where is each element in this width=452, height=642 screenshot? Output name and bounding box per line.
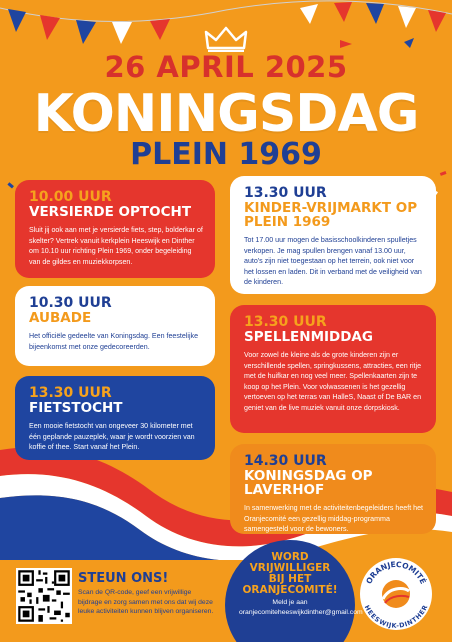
page-title: KONINGSDAG — [33, 84, 419, 144]
event-name: KINDER-VRIJMARKT OP PLEIN 1969 — [244, 200, 418, 230]
event-description: In samenwerking met de activiteitenbegeleiders heeft het Oranjecomité een gezellig middag-programma samengesteld voor de bewoners. — [244, 504, 424, 534]
event-description: Sluit jij ook aan met je versierde fiets, step, bolderkar of skelter? Vertrek vanuit kerkplein Heeswijk en Dinther om 10.10 uur richting Plein 1969, onder begeleiding van de gildes en muziekkorpsen. — [29, 226, 203, 266]
event-name: SPELLENMIDDAG — [244, 329, 373, 345]
event-time: 13.30 UUR — [244, 314, 327, 330]
venue-subtitle: PLEIN 1969 — [130, 137, 322, 172]
event-description: Voor zowel de kleine als de grote kinderen zijn er verschillende spellen, springkussens, attracties, een ritje met de huifkar en nog veel meer. Spellenkaarten zijn te koop op het Plein. Voor volwassenen is het gezellig vertoeven op het terras van HalleS, Naast of De BAR en geniet van de live muziek vanuit onze dorpskiosk. — [244, 351, 422, 412]
volunteer-text[interactable]: Meld je aan oranjecomiteheeswijkdinther@gmail.com — [239, 599, 363, 616]
support-title: STEUN ONS! — [78, 571, 169, 586]
event-time: 10.30 UUR — [29, 295, 112, 311]
event-time: 13.30 UUR — [29, 385, 112, 401]
event-date: 26 APRIL 2025 — [104, 50, 348, 84]
event-description: Een mooie fietstocht van ongeveer 30 kilometer met één geplande pauzeplek, waar je wordt voorzien van koffie of thee. Start vanaf het Plein. — [29, 422, 195, 452]
event-name: FIETSTOCHT — [29, 400, 123, 416]
event-description: Het officiële gedeelte van Koningsdag. Een feestelijke bijeenkomst met onze gedecoreerden. — [29, 332, 199, 351]
crown-icon — [204, 26, 248, 52]
event-card-fietstocht — [15, 376, 215, 460]
logo-bottom-text: HEESWIJK-DINTHER — [362, 603, 430, 630]
event-card-laverhof — [230, 444, 436, 534]
event-card-optocht — [15, 180, 215, 278]
event-time: 10.00 UUR — [29, 189, 112, 205]
event-card-vrijmarkt — [230, 176, 436, 294]
qr-code-icon[interactable] — [16, 568, 72, 624]
event-card-spellenmiddag — [230, 305, 436, 433]
event-time: 13.30 UUR — [244, 185, 327, 201]
volunteer-title: WORD VRIJWILLIGER BIJ HET ORANJECOMITÉ! — [242, 551, 338, 596]
event-time: 14.30 UUR — [244, 453, 327, 469]
volunteer-badge — [225, 540, 363, 642]
event-card-aubade — [15, 286, 215, 366]
event-name: KONINGSDAG OP LAVERHOF — [244, 468, 373, 498]
event-description: Tot 17.00 uur mogen de basisschoolkinderen spulletjes verkopen. Je mag spullen brengen vanaf 13.00 uur, auto's zijn niet toegestaan op het terrein, ook niet voor het lossen en laden. Dit in verband met de veiligheid van de kinderen. — [244, 236, 422, 287]
event-name: VERSIERDE OPTOCHT — [29, 204, 192, 220]
support-text: Scan de QR-code, geef een vrijwillige bijdrage en zorg samen met ons dat wij deze leuke activiteiten kunnen blijven organiseren. — [78, 589, 214, 615]
event-name: AUBADE — [29, 310, 92, 326]
logo-top-text: ORANJECOMITÉ — [364, 559, 428, 586]
oranjecomite-logo — [359, 557, 433, 631]
